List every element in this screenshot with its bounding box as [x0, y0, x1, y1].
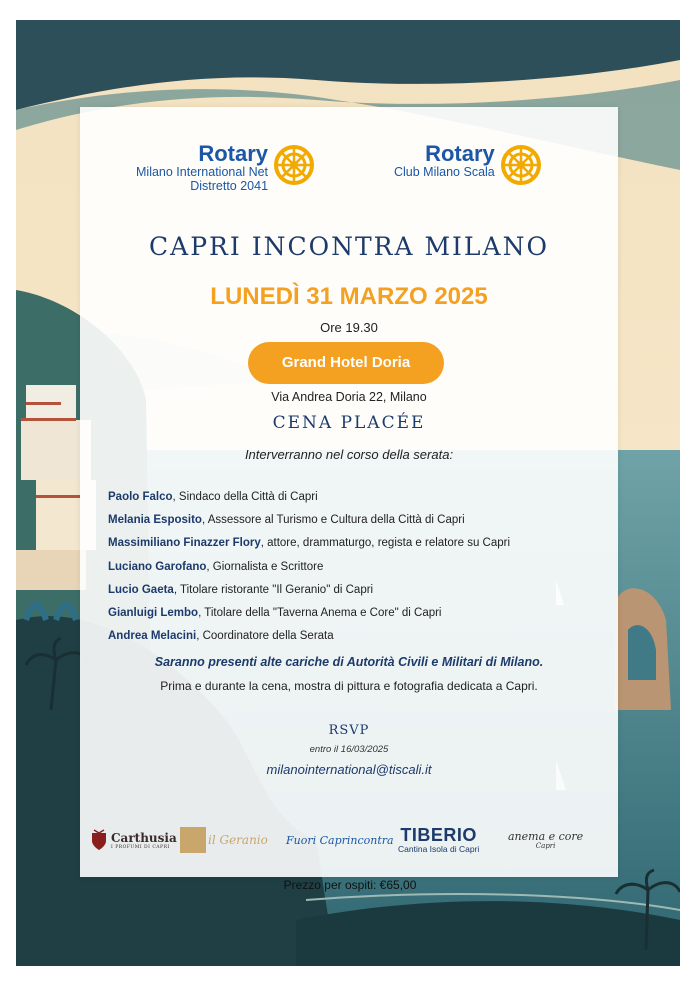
- speaker-name: Lucio Gaeta: [108, 583, 174, 596]
- speakers-list: [108, 488, 608, 650]
- rotary-wheel-icon: [272, 143, 316, 187]
- speaker-role: , Giornalista e Scrittore: [206, 560, 324, 573]
- tiberio-name: TIBERIO: [400, 825, 477, 845]
- geranio-logo: [180, 820, 268, 860]
- rsvp-deadline: entro il 16/03/2025: [309, 744, 389, 755]
- tiberio-sub: Cantina Isola di Capri: [398, 844, 480, 854]
- carthusia-logo: [90, 820, 177, 860]
- geranio-name: il Geranio: [208, 833, 268, 847]
- list-item: [108, 534, 608, 557]
- rotary-milano-international-logo: [136, 143, 316, 193]
- rotary-brand-left: Rotary: [198, 141, 269, 166]
- anema-sub: Capri: [535, 841, 556, 850]
- crest-icon: [90, 829, 108, 851]
- event-time: Ore 19.30: [320, 320, 378, 335]
- speaker-name: Gianluigi Lembo: [108, 606, 199, 619]
- speaker-role: , Titolare ristorante "Il Geranio" di Capri: [173, 583, 374, 596]
- speaker-role: , Coordinatore della Serata: [196, 630, 334, 643]
- authorities-note: Saranno presenti alte cariche di Autorità Civili e Militari di Milano.: [154, 655, 544, 669]
- guest-price: Prezzo per ospiti: €65,00: [283, 878, 417, 892]
- rotary-brand-right: Rotary: [425, 141, 495, 166]
- speaker-name: Massimiliano Finazzer Flory: [108, 537, 261, 550]
- list-item: [108, 604, 608, 627]
- rotary-wheel-icon: [499, 143, 543, 187]
- tiberio-logo: [398, 820, 479, 860]
- fuori-caprincontra-logo: Fuori Caprincontra: [286, 833, 394, 847]
- invitation-card: [80, 107, 618, 877]
- rsvp-label: RSVP: [328, 723, 370, 738]
- event-format: CENA PLACÉE: [272, 413, 426, 433]
- speaker-role: , Assessore al Turismo e Cultura della Città di Capri: [201, 514, 465, 527]
- event-title: CAPRI INCONTRA MILANO: [149, 232, 549, 261]
- geranio-emblem-icon: [180, 827, 206, 853]
- rotary-left-line1: Milano International Net: [136, 165, 269, 179]
- list-item: [108, 511, 608, 534]
- anema-e-core-logo: [508, 820, 583, 860]
- list-item: [108, 627, 608, 650]
- speaker-name: Paolo Falco: [108, 491, 173, 503]
- speaker-name: Melania Esposito: [108, 514, 202, 527]
- carthusia-name: Carthusia: [111, 830, 177, 845]
- event-date: LUNEDÌ 31 MARZO 2025: [210, 283, 488, 310]
- venue-address: Via Andrea Doria 22, Milano: [271, 390, 427, 404]
- carthusia-tagline: I PROFUMI DI CAPRI: [111, 844, 170, 850]
- list-item: [108, 581, 608, 604]
- list-item: [108, 488, 608, 511]
- anema-name: anema e core: [508, 829, 584, 843]
- speaker-role: , Titolare della "Taverna Anema e Core" di Capri: [198, 606, 442, 619]
- rotary-left-line2: Distretto 2041: [190, 179, 269, 193]
- speaker-role: , Sindaco della Città di Capri: [172, 491, 318, 503]
- speakers-intro: Interverranno nel corso della serata:: [244, 447, 454, 462]
- rotary-right-line1: Club Milano Scala: [394, 165, 495, 179]
- rsvp-email-link[interactable]: milanointernational@tiscali.it: [266, 762, 432, 777]
- exhibition-note: Prima e durante la cena, mostra di pittura e fotografia dedicata a Capri.: [160, 679, 538, 693]
- speaker-name: Luciano Garofano: [108, 560, 207, 573]
- speaker-name: Andrea Melacini: [108, 630, 197, 643]
- speaker-role: , attore, drammaturgo, regista e relatore su Capri: [260, 537, 511, 550]
- venue-badge: Grand Hotel Doria: [248, 342, 444, 384]
- rotary-club-milano-scala-logo: [394, 143, 543, 187]
- list-item: [108, 558, 608, 581]
- sponsors-row: [80, 820, 618, 860]
